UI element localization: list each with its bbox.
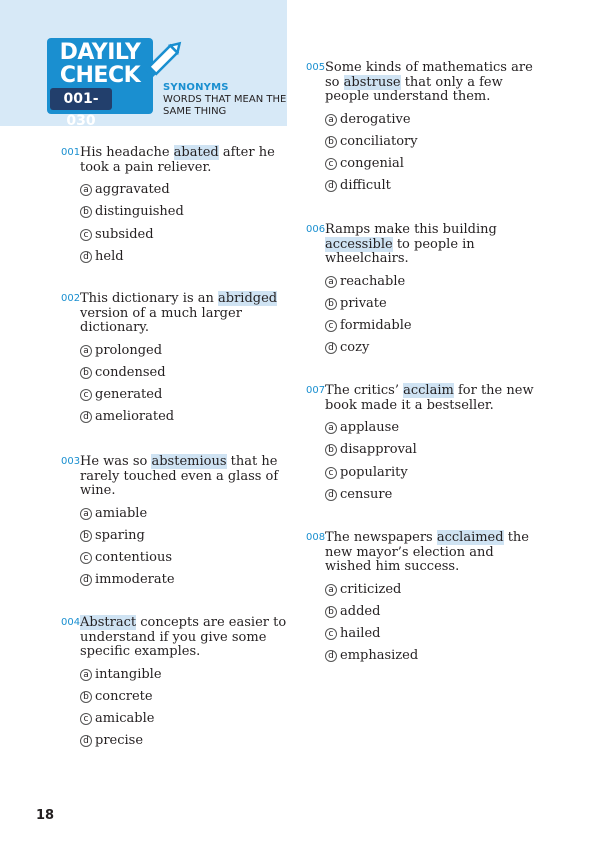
option-letter: a <box>325 114 337 126</box>
option-letter: d <box>325 342 337 354</box>
option-letter: c <box>80 552 92 564</box>
question-text-after: to people in wheelchairs. <box>325 236 475 266</box>
option-letter: b <box>325 298 337 310</box>
option-letter: b <box>325 444 337 456</box>
highlighted-word: abridged <box>218 291 278 306</box>
option-letter: a <box>325 584 337 596</box>
highlighted-word: abstemious <box>151 454 227 469</box>
option-c[interactable] <box>325 465 408 481</box>
option-text: distinguished <box>95 204 184 220</box>
question-text-before: He was so <box>80 454 152 469</box>
option-letter: b <box>80 206 92 218</box>
option-letter: c <box>325 320 337 332</box>
option-letter: d <box>80 574 92 586</box>
option-text: prolonged <box>95 342 163 358</box>
question-text-after: the new mayor’s election and wished him success. <box>325 530 530 574</box>
badge-line1: DAYILY <box>59 40 141 65</box>
question-003 <box>61 455 280 588</box>
question-text <box>80 616 290 660</box>
question-text-before: The critics’ <box>325 383 404 398</box>
option-text: derogative <box>340 111 411 127</box>
option-letter: a <box>80 508 92 520</box>
option-c[interactable] <box>80 550 172 566</box>
question-number: 006 <box>306 224 326 235</box>
question-text-after: after he took a pain reliever. <box>80 145 275 175</box>
highlighted-word: accessible <box>325 236 393 252</box>
option-text: condensed <box>95 364 166 380</box>
option-letter: b <box>80 530 92 542</box>
option-text: amiable <box>95 505 148 521</box>
option-text: congenial <box>340 156 404 172</box>
option-letter: c <box>325 628 337 640</box>
option-text: contentious <box>95 550 173 566</box>
option-b[interactable] <box>325 296 387 312</box>
option-text: censure <box>340 486 393 502</box>
option-letter: c <box>80 713 92 725</box>
question-text-after: version of a much larger dictionary. <box>80 305 242 335</box>
option-letter: d <box>325 650 337 662</box>
option-text: criticized <box>340 581 402 597</box>
option-text: conciliatory <box>340 133 418 149</box>
option-letter: c <box>80 229 92 241</box>
option-text: applause <box>340 420 400 435</box>
highlighted-word: acclaim <box>403 383 454 398</box>
option-b[interactable] <box>325 442 417 458</box>
topic-title: SYNONYMS <box>163 82 229 93</box>
question-007 <box>306 384 535 502</box>
question-006 <box>306 223 505 356</box>
question-text <box>325 61 550 105</box>
highlighted-word: abstruse <box>343 74 401 90</box>
question-text <box>325 223 505 267</box>
option-d[interactable] <box>325 648 418 664</box>
option-text: difficult <box>340 178 391 194</box>
option-letter: c <box>325 467 337 479</box>
option-text: cozy <box>340 340 370 356</box>
option-text: amicable <box>95 711 155 727</box>
option-letter: d <box>80 251 92 263</box>
option-d[interactable] <box>325 178 391 194</box>
option-a[interactable] <box>80 667 162 683</box>
option-text: emphasized <box>340 648 419 664</box>
option-text: generated <box>95 387 163 403</box>
range-label: 001-030 <box>50 88 112 110</box>
option-b[interactable] <box>80 689 153 705</box>
question-text-before: Some kinds of mathematics are so <box>325 60 533 90</box>
option-letter: c <box>325 158 337 170</box>
question-005 <box>306 61 550 194</box>
question-text-after: for the new book made it a bestseller. <box>325 383 534 413</box>
option-d[interactable] <box>80 409 174 425</box>
option-a[interactable] <box>325 112 411 128</box>
option-letter: d <box>325 180 337 192</box>
option-text: added <box>340 603 381 619</box>
question-number: 005 <box>306 62 326 73</box>
badge-line2: CHECK <box>59 63 141 88</box>
question-text-before: The newspapers <box>325 530 437 545</box>
option-letter: a <box>325 422 337 434</box>
question-number: 007 <box>306 385 326 396</box>
question-number: 003 <box>61 456 81 467</box>
option-d[interactable] <box>80 249 124 265</box>
question-text-after: that he rarely touched even a glass of wine. <box>80 454 279 498</box>
pencil-icon <box>138 33 190 85</box>
option-a[interactable] <box>80 343 162 359</box>
option-c[interactable] <box>325 626 380 642</box>
option-c[interactable] <box>80 711 154 727</box>
option-letter: a <box>80 184 92 196</box>
option-letter: b <box>80 691 92 703</box>
question-text <box>325 384 535 413</box>
highlighted-word: acclaimed <box>436 530 504 545</box>
option-d[interactable] <box>80 733 143 749</box>
option-text: disapproval <box>340 442 417 458</box>
question-008 <box>306 531 540 664</box>
option-text: held <box>95 248 124 264</box>
option-text: ameliorated <box>95 409 175 425</box>
question-004 <box>61 616 290 749</box>
option-text: intangible <box>95 666 162 682</box>
question-number: 002 <box>61 293 81 304</box>
highlighted-word: abated <box>173 145 219 160</box>
option-letter: d <box>80 735 92 747</box>
question-text <box>80 146 290 175</box>
option-c[interactable] <box>325 318 412 334</box>
option-letter: b <box>325 606 337 618</box>
question-002 <box>61 292 290 425</box>
option-b[interactable] <box>80 365 166 381</box>
option-letter: a <box>80 669 92 681</box>
question-number: 001 <box>61 147 81 158</box>
question-text <box>325 531 540 575</box>
option-text: aggravated <box>95 182 170 197</box>
option-d[interactable] <box>325 340 369 356</box>
option-letter: a <box>80 345 92 357</box>
question-text-after: that only a few people understand them. <box>325 74 503 104</box>
option-letter: c <box>80 389 92 401</box>
option-text: popularity <box>340 464 408 480</box>
question-number: 008 <box>306 532 326 543</box>
option-letter: b <box>80 367 92 379</box>
question-text-before: Ramps make this building <box>325 222 497 237</box>
option-b[interactable] <box>80 204 184 220</box>
option-c[interactable] <box>325 156 404 172</box>
option-letter: a <box>325 276 337 288</box>
topic-subtitle: WORDS THAT MEAN THE SAME THING <box>163 94 287 117</box>
option-b[interactable] <box>80 528 145 544</box>
option-a[interactable] <box>80 182 170 198</box>
option-text: precise <box>95 733 144 749</box>
option-letter: d <box>80 411 92 423</box>
question-text-before: His headache <box>80 145 174 160</box>
option-letter: b <box>325 136 337 148</box>
option-text: hailed <box>340 626 381 642</box>
option-text: subsided <box>95 226 154 242</box>
option-b[interactable] <box>325 134 418 150</box>
option-a[interactable] <box>325 582 401 598</box>
option-c[interactable] <box>80 227 154 243</box>
question-001 <box>61 146 290 264</box>
option-text: sparing <box>95 527 145 543</box>
question-number: 004 <box>61 617 81 628</box>
question-text-after: concepts are easier to understand if you give some specific examples. <box>80 615 287 659</box>
option-a[interactable] <box>80 506 147 522</box>
option-text: immoderate <box>95 572 175 588</box>
option-text: formidable <box>340 318 412 334</box>
question-text <box>80 292 290 336</box>
question-text <box>80 455 280 499</box>
option-d[interactable] <box>325 487 392 503</box>
option-c[interactable] <box>80 387 162 403</box>
option-letter: d <box>325 489 337 501</box>
option-text: reachable <box>340 273 406 289</box>
option-d[interactable] <box>80 572 175 588</box>
option-text: concrete <box>95 688 153 704</box>
option-a[interactable] <box>325 274 405 290</box>
question-text-before: This dictionary is an <box>80 291 219 306</box>
highlighted-word: Abstract <box>80 615 137 630</box>
page-number: 18 <box>36 808 55 823</box>
option-text: private <box>340 295 387 311</box>
option-a[interactable] <box>325 420 399 436</box>
option-b[interactable] <box>325 604 380 620</box>
